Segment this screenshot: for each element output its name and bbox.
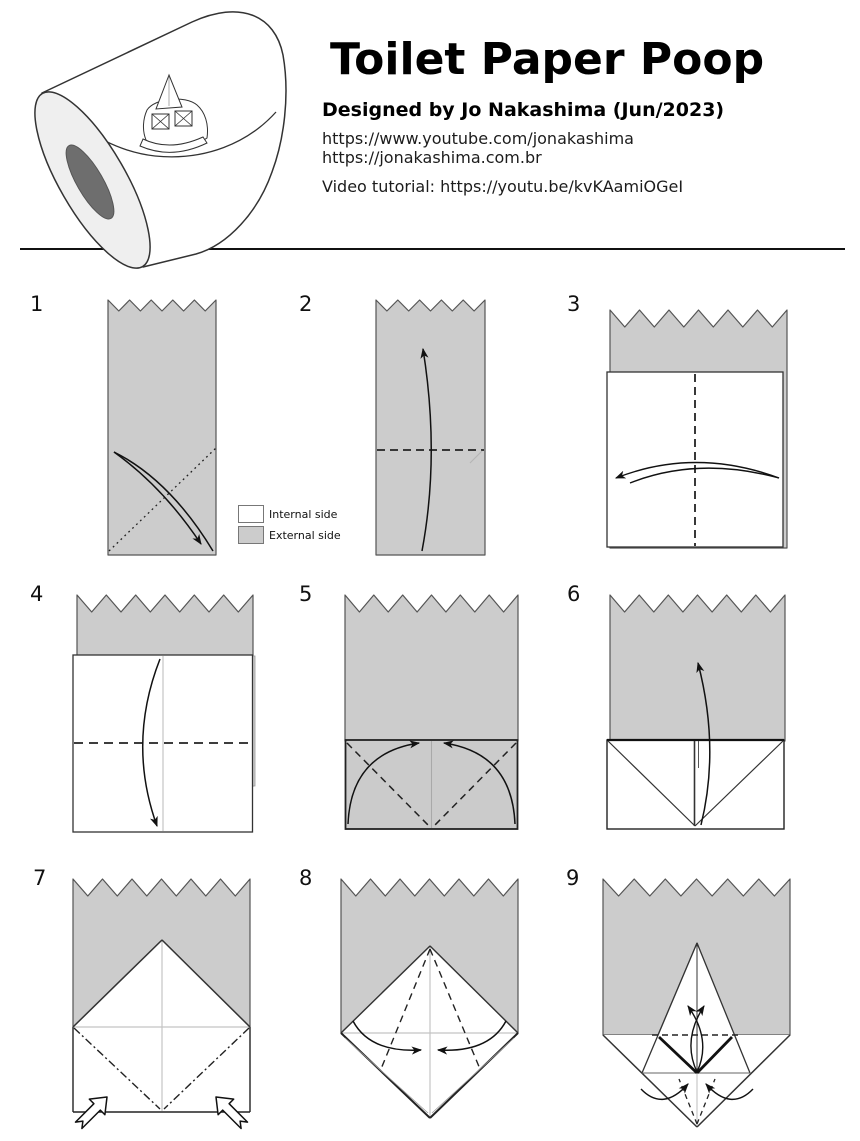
legend-external-label: External side bbox=[269, 528, 341, 542]
step-3-diagram bbox=[600, 300, 795, 555]
step-2-number: 2 bbox=[299, 292, 313, 316]
video-tutorial-line: Video tutorial: https://youtu.be/kvKAamiOGeI bbox=[322, 177, 684, 196]
step-8-diagram bbox=[335, 874, 525, 1125]
designer-byline: Designed by Jo Nakashima (Jun/2023) bbox=[322, 99, 725, 121]
paper-external bbox=[345, 595, 518, 741]
step-7-diagram bbox=[65, 874, 260, 1141]
step-5-diagram bbox=[340, 590, 525, 835]
paper-external bbox=[108, 300, 216, 555]
step-3-number: 3 bbox=[567, 292, 581, 316]
step-9-diagram bbox=[598, 874, 795, 1132]
step-7-number: 7 bbox=[33, 866, 47, 890]
legend bbox=[238, 505, 341, 544]
page-title: Toilet Paper Poop bbox=[330, 34, 765, 85]
step-8-number: 8 bbox=[299, 866, 313, 890]
step-5-number: 5 bbox=[299, 582, 313, 606]
step-2-diagram bbox=[370, 295, 495, 560]
paper-internal bbox=[607, 740, 784, 829]
youtube-link: https://www.youtube.com/jonakashima bbox=[322, 129, 634, 148]
legend-internal-swatch bbox=[238, 505, 264, 523]
legend-external-swatch bbox=[238, 526, 264, 544]
step-9-number: 9 bbox=[566, 866, 580, 890]
toilet-paper-roll-illustration bbox=[15, 8, 305, 270]
step-6-diagram bbox=[600, 590, 790, 835]
step-4-number: 4 bbox=[30, 582, 44, 606]
website-link: https://jonakashima.com.br bbox=[322, 148, 542, 167]
step-1-diagram bbox=[100, 295, 230, 560]
step-6-number: 6 bbox=[567, 582, 581, 606]
legend-internal-label: Internal side bbox=[269, 507, 338, 521]
step-1-number: 1 bbox=[30, 292, 44, 316]
step-4-diagram bbox=[65, 590, 262, 840]
paper-external bbox=[610, 595, 785, 741]
